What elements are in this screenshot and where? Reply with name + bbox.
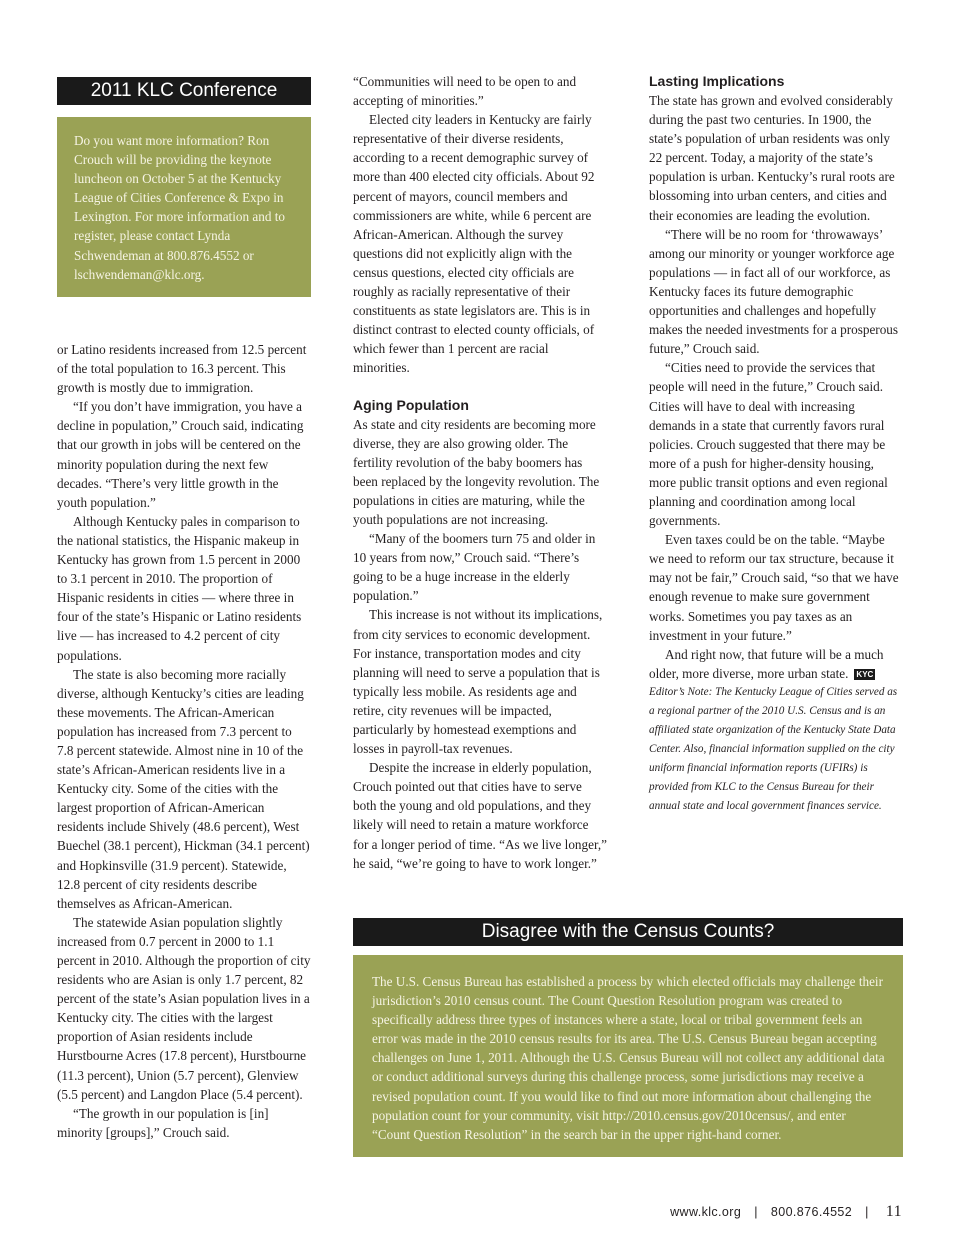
page-number: 11	[885, 1203, 902, 1220]
klc-end-mark-icon: KYC	[856, 669, 874, 679]
article-paragraph: “If you don’t have immigration, you have a decline in population,” Crouch said, indicating that our growth in jobs will be centered on the minority population during the next few decades. “There’s very little growth in the youth population.”	[57, 399, 304, 510]
article-paragraph: As state and city residents are becoming more diverse, they are also growing older. The fertility revolution of the baby boomers has been replaced by the longevity revolution. The populations in cities are maturing, while the youth populations are not increasing.	[353, 416, 600, 527]
footer-phone: 800.876.4552	[770, 1205, 853, 1219]
article-column-2	[353, 72, 607, 873]
footer-separator: |	[754, 1205, 758, 1219]
footer-separator: |	[865, 1205, 869, 1219]
article-column-1	[57, 340, 311, 1142]
editors-note: Editor’s Note: The Kentucky League of Cities served as a regional partner of the 2010 U.S. Census and is an affiliated state organization of the Kentucky State Data Center. Also, financial information supplied on the city uniform financial information reports (UFIRs) is provided from KLC to the Census Bureau for their annual state and local government finances service.	[649, 685, 898, 813]
article-paragraph: Despite the increase in elderly population, Crouch pointed out that cities have to serve both the young and old populations, and they likely will need to retain a mature workforce for a longer period of time. “As we live longer,” he said, “we’re going to have to work longer.”	[353, 760, 607, 871]
article-paragraph: “Many of the boomers turn 75 and older in 10 years from now,” Crouch said. “There’s going to be a huge increase in the elderly population.”	[353, 531, 596, 604]
section-heading-aging-population: Aging Population	[353, 396, 469, 413]
article-column-3	[649, 72, 903, 817]
article-paragraph: Elected city leaders in Kentucky are fairly representative of their diverse residents, according to a recent demographic survey of more than 400 elected city officials. About 92 percent of mayors, council members and commissioners are white, while 6 percent are African-American. Although the survey questions did not explicitly align with the census questions, elected city officials are roughly as racially representative of their constituents as state legislators are. This is in distinct contrast to elected county officials, of which fewer than 1 percent are racial minorities.	[353, 112, 595, 376]
article-paragraph: or Latino residents increased from 12.5 percent of the total population to 16.3 percent. This growth is mostly due to immigration.	[57, 342, 307, 396]
article-closing-paragraph	[649, 645, 903, 683]
article-paragraph: “Communities will need to be open to and accepting of minorities.”	[353, 74, 577, 109]
article-paragraph: Even taxes could be on the table. “Maybe we need to reform our tax structure, because it may not be fair,” Crouch said, “so that we have enough revenue to make sure government works. Sometimes you pay taxes as an investment in your future.”	[649, 532, 899, 643]
census-info-box: The U.S. Census Bureau has established a process by which elected officials may challenge their jurisdiction’s 2010 census count. The Count Question Resolution program was created to specifically address three types of instances where a state, local or tribal government feels an error was made in the 2010 census results for its area. The U.S. Census Bureau began accepting challenges on June 1, 2011. Although the U.S. Census Bureau will not collect any additional data or conduct additional surveys during this challenge process, some jurisdictions may receive a revised population count. If you would like to find out more information about challenging the population count for your community, visit http://2010.census.gov/2010census/, and enter “Count Question Resolution” in the search bar in the upper right-hand corner.	[353, 955, 903, 1157]
article-paragraph: The statewide Asian population slightly increased from 0.7 percent in 2000 to 1.1 percent in 2010. Although the proportion of city residents who are Asian is only 1.7 percent, 82 percent of the state’s Asian population lives in a Kentucky city. The cities with the largest proportion of Asian residents include Hurstbourne Acres (17.8 percent), Hurstbourne (11.3 percent), Union (5.7 percent), Glenview (5.5 percent) and Langdon Place (5.4 percent).	[57, 914, 311, 1102]
article-paragraph: The state is also becoming more racially diverse, although Kentucky’s cities are leading these movements. The African-American population has increased from 7.3 percent to 7.8 percent statewide. Almost nine in 10 of the state’s African-American residents live in a Kentucky city. Some of the cities with the largest proportion of African-American residents include Shively (48.6 percent), West Buechel (38.1 percent), Hickman (34.1 percent) and Hopkinsville (31.9 percent). Statewide, 12.8 percent of city residents describe themselves as African-American.	[57, 666, 310, 911]
article-paragraph: This increase is not without its implications, from city services to economic development. For instance, transportation modes and city planning will need to serve a population that is typically less mobile. As residents age and retire, city revenues will be impacted, particularly by homestead exemptions and losses in payroll-tax revenues.	[353, 607, 603, 757]
section-heading-lasting-implications: Lasting Implications	[649, 73, 785, 89]
article-paragraph: “Cities need to provide the services that people will need in the future,” Crouch said. Cities will have to deal with increasing demands in a state that currently favors rural policies. Crouch suggested that there may be more of a push for higher-density housing, more public transit options and even regional planning and coordination among local governments.	[649, 360, 888, 529]
article-paragraph: Although Kentucky pales in comparison to the national statistics, the Hispanic makeup in Kentucky has grown from 1.5 percent in 2000 to 3.1 percent in 2010. The proportion of Hispanic residents in cities — where three in four of the state’s Hispanic or Latino residents live — has increased to 4.2 percent of city populations.	[57, 513, 302, 663]
article-paragraph: The state has grown and evolved considerably during the past two centuries. In 1900, the state’s population of urban residents was only 22 percent. Today, a majority of the state’s population is urban. Kentucky’s rural roots are blossoming into urban centers, and cities and their economies are leading the evolution.	[649, 93, 895, 223]
article-paragraph: “The growth in our population is [in] minority [groups],” Crouch said.	[57, 1105, 269, 1140]
census-banner: Disagree with the Census Counts?	[353, 918, 903, 946]
conference-info-box: Do you want more information? Ron Crouch will be providing the keynote luncheon on October 5 at the Kentucky League of Cities Conference & Expo in Lexington. For more information and to register, please contact Lynda Schwendeman at 800.876.4552 or lschwendeman@klc.org.	[57, 117, 311, 297]
conference-banner: 2011 KLC Conference	[57, 77, 311, 105]
closing-text: And right now, that future will be a much older, more diverse, more urban state.	[649, 646, 884, 681]
footer-website: www.klc.org	[670, 1205, 742, 1219]
article-paragraph: “There will be no room for ‘throwaways’ among our minority or younger workforce age populations — in fact all of our workforce, as Kentucky faces its future demographic opportunities and challenges and hopefully makes the needed investments for a prosperous future,” Crouch said.	[649, 226, 899, 357]
page-footer	[670, 1203, 902, 1221]
